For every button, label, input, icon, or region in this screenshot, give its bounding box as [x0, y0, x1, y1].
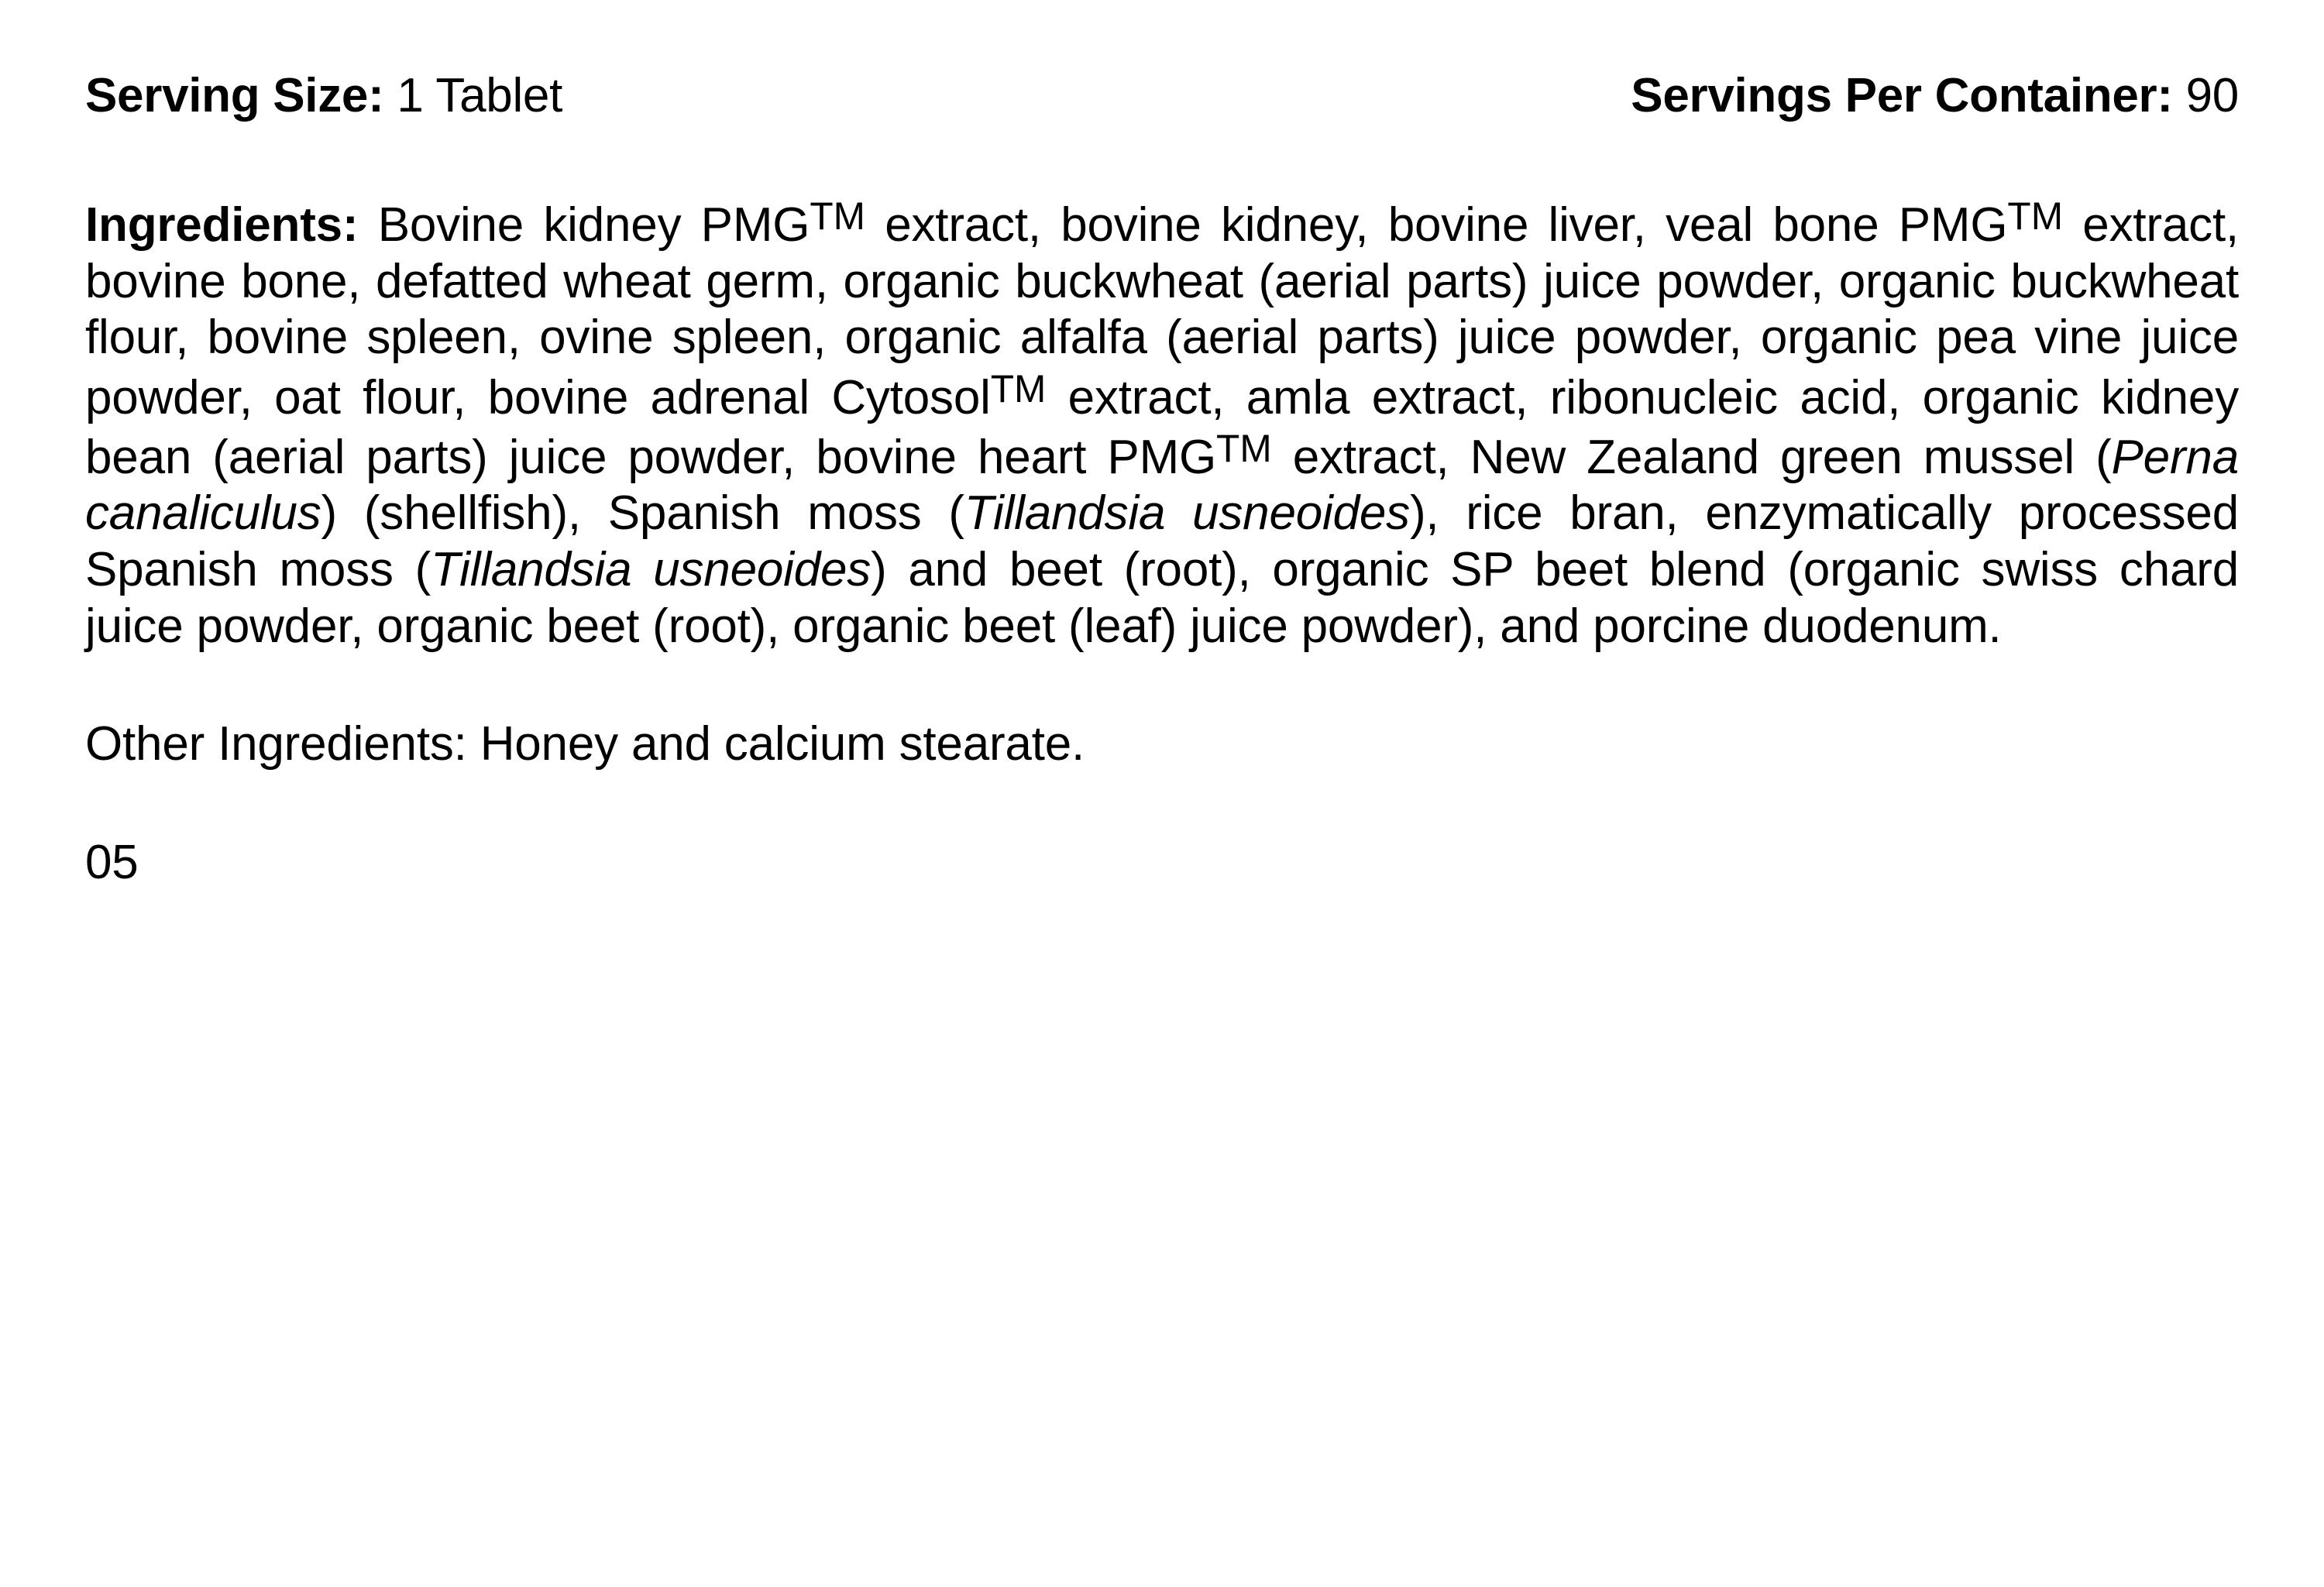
label-code: 05	[85, 835, 139, 889]
ingredients-text-2: extract, bovine kidney, bovine liver, veal bone PMG	[865, 198, 2008, 252]
trademark-icon: TM	[990, 366, 1047, 410]
trademark-icon: TM	[810, 194, 865, 239]
serving-info-row	[85, 70, 2239, 122]
ingredients-species-1: Perna canaliculus	[85, 430, 2239, 541]
ingredients-text-6: ) (shellfish), Spanish moss (	[321, 486, 964, 541]
trademark-icon: TM	[1216, 427, 1272, 471]
ingredients-text-4: extract, amla extract, ribonucleic acid, organic kidney bean (aerial parts) juice powder, bovine heart PMG	[85, 370, 2239, 484]
servings-per-container-value: 90	[2185, 69, 2239, 122]
ingredients-text-5: extract, New Zealand green mussel (	[1271, 430, 2112, 484]
serving-size-label: Serving Size:	[85, 69, 384, 122]
other-ingredients-paragraph: Other Ingredients: Honey and calcium stearate.	[85, 717, 1085, 771]
serving-size	[85, 70, 562, 122]
ingredients-text-7: ), rice bran, enzymatically processed Spanish moss (	[85, 486, 2239, 596]
trademark-icon: TM	[2007, 194, 2064, 239]
ingredients-species-3: Tillandsia usneoides	[431, 543, 871, 596]
ingredients-text-1: Bovine kidney PMG	[358, 198, 810, 252]
servings-per-container-label: Servings Per Container:	[1631, 69, 2173, 122]
servings-per-container	[1631, 70, 2239, 122]
ingredients-label: Ingredients:	[85, 198, 359, 252]
ingredients-species-2: Tillandsia usneoides	[964, 486, 1410, 541]
ingredients-text-8: ) and beet (root), organic SP beet blend (organic swiss chard juice powder, organic beet (root), organic beet (leaf) juice powder), and porcine duodenum.	[85, 543, 2239, 653]
ingredients-paragraph	[85, 194, 2239, 654]
ingredients-text-3: extract, bovine bone, defatted wheat germ, organic buckwheat (aerial parts) juice powder, organic buckwheat flour, bovine spleen, ovine spleen, organic alfalfa (aerial parts) juice powder, organic pea vine juice powder, oat flour, bovine adrenal Cytosol	[85, 198, 2239, 424]
serving-size-value: 1 Tablet	[397, 69, 563, 122]
